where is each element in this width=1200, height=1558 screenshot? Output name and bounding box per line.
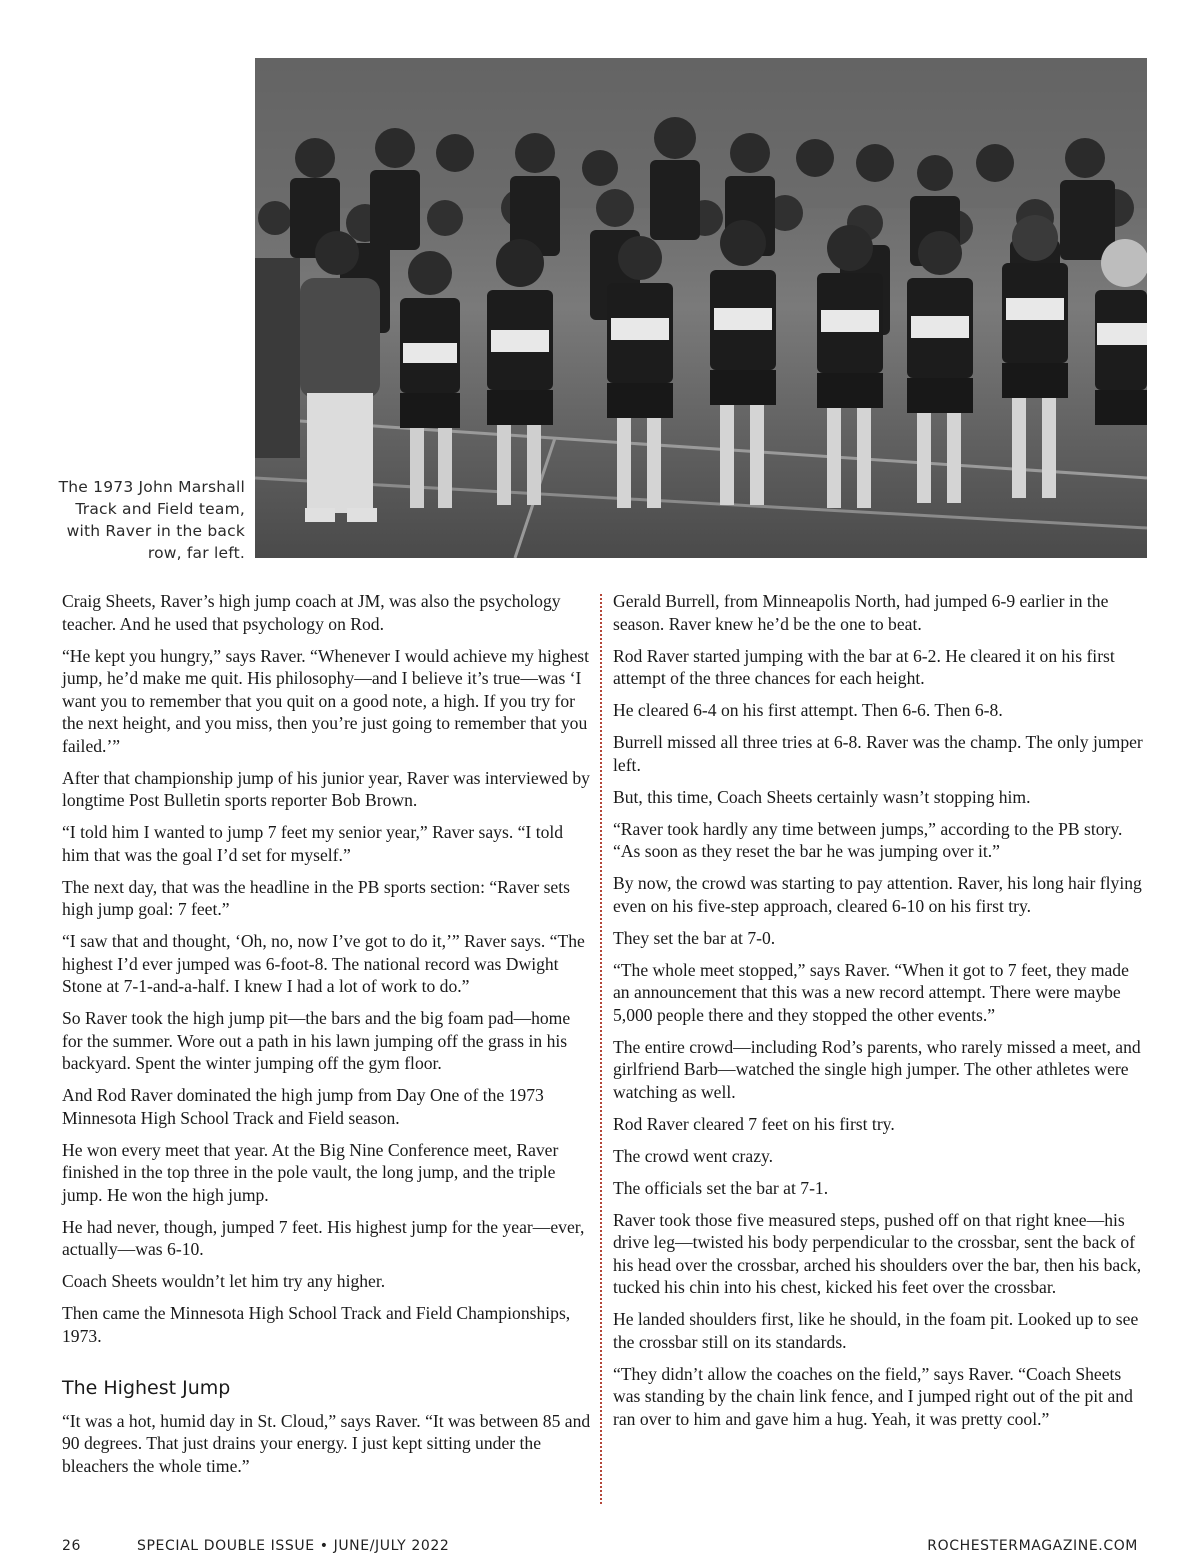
paragraph: So Raver took the high jump pit—the bars and the big foam pad—home for the summer. Wore out a path in his lawn jumping off the grass in his backyard. Spent the winter jumping off the gym floor. <box>62 1008 571 1073</box>
paragraph: Raver took those five measured steps, pushed off on that right knee—his drive leg—twisted his body perpendicular to the crossbar, sent the back of his head over the crossbar, arched his shoulders over the bar, then his back, tucked his chin into his chest, kicked his feet over the crossbar. <box>613 1209 1142 1297</box>
paragraph: The entire crowd—including Rod’s parents, who rarely missed a meet, and girlfriend Barb—watched the single high jumper. The other athletes were watching as well. <box>613 1036 1141 1102</box>
paragraph: Coach Sheets wouldn’t let him try any higher. <box>62 1271 386 1291</box>
paragraph: “The whole meet stopped,” says Raver. “When it got to 7 feet, they made an announcement that this was a new record attempt. There were maybe 5,000 people there and they stopped the other events.” <box>613 959 1129 1025</box>
issue-label: SPECIAL DOUBLE ISSUE • JUNE/JULY 2022 <box>137 1538 450 1554</box>
paragraph: After that championship jump of his junior year, Raver was interviewed by longtime Post Bulletin sports reporter Bob Brown. <box>62 767 590 810</box>
paragraph: He had never, though, jumped 7 feet. His highest jump for the year—ever, actually—was 6-10. <box>62 1216 585 1259</box>
paragraph: He cleared 6-4 on his first attempt. Then 6-6. Then 6-8. <box>613 700 1003 720</box>
column-divider <box>600 594 602 1504</box>
paragraph: The next day, that was the headline in the PB sports section: “Raver sets high jump goal: 7 feet.” <box>62 876 570 919</box>
paragraph: By now, the crowd was starting to pay attention. Raver, his long hair flying even on his five-step approach, cleared 6-10 on his first try. <box>613 873 1142 916</box>
article-column-left <box>62 590 592 1487</box>
paragraph: Then came the Minnesota High School Track and Field Championships, 1973. <box>62 1303 571 1346</box>
website-link[interactable]: ROCHESTERMAGAZINE.COM <box>927 1538 1138 1554</box>
article-column-right <box>613 590 1143 1440</box>
page-number: 26 <box>62 1538 82 1554</box>
paragraph: But, this time, Coach Sheets certainly wasn’t stopping him. <box>613 786 1031 807</box>
paragraph: “I saw that and thought, ‘Oh, no, now I’ve got to do it,’” Raver says. “The highest I’d ever jumped was 6-foot-8. The national record was Dwight Stone at 7-1-and-a-half. I knew I had a lot of work to do.” <box>62 931 585 996</box>
team-photo <box>255 58 1147 558</box>
paragraph: “It was a hot, humid day in St. Cloud,” says Raver. “It was between 85 and 90 degrees. That just drains your energy. I just kept sitting under the bleachers the whole time.” <box>62 1410 591 1476</box>
paragraph: “They didn’t allow the coaches on the field,” says Raver. “Coach Sheets was standing by the chain link fence, and I jumped right out of the pit and ran over to him and gave him a hug. Yeah, it was pretty cool.” <box>613 1363 1133 1429</box>
paragraph: And Rod Raver dominated the high jump from Day One of the 1973 Minnesota High School Track and Field season. <box>62 1085 544 1128</box>
paragraph: He landed shoulders first, like he should, in the foam pit. Looked up to see the crossbar still on its standards. <box>613 1309 1139 1352</box>
paragraph: He won every meet that year. At the Big Nine Conference meet, Raver finished in the top three in the pole vault, the long jump, and the triple jump. He won the high jump. <box>62 1139 559 1205</box>
paragraph: Gerald Burrell, from Minneapolis North, had jumped 6-9 earlier in the season. Raver knew he’d be the one to beat. <box>613 591 1109 634</box>
paragraph: “Raver took hardly any time between jumps,” according to the PB story. “As soon as they reset the bar he was jumping over it.” <box>613 818 1123 861</box>
section-subhead: The Highest Jump <box>62 1377 231 1399</box>
photo-caption: The 1973 John Marshall Track and Field team, with Raver in the back row, far left. <box>58 478 245 562</box>
paragraph: “He kept you hungry,” says Raver. “Whenever I would achieve my highest jump, he’d make me quit. His philosophy—and I believe it’s true—was ‘I want you to remember that you quit on a good note, a high. If you try for the next height, and you miss, then you’re just going to remember that you failed.’” <box>62 645 589 756</box>
team-photo-illustration <box>255 58 1147 558</box>
paragraph: “I told him I wanted to jump 7 feet my senior year,” Raver says. “I told him that was the goal I’d set for myself.” <box>62 822 564 865</box>
paragraph: Burrell missed all three tries at 6-8. Raver was the champ. The only jumper left. <box>613 732 1143 775</box>
paragraph: Rod Raver cleared 7 feet on his first try. <box>613 1113 895 1134</box>
paragraph: Craig Sheets, Raver’s high jump coach at JM, was also the psychology teacher. And he used that psychology on Rod. <box>62 591 561 634</box>
paragraph: They set the bar at 7-0. <box>613 927 776 948</box>
paragraph: The crowd went crazy. <box>613 1145 774 1166</box>
paragraph: Rod Raver started jumping with the bar at 6-2. He cleared it on his first attempt of the three chances for each height. <box>613 645 1115 688</box>
paragraph: The officials set the bar at 7-1. <box>613 1177 829 1198</box>
